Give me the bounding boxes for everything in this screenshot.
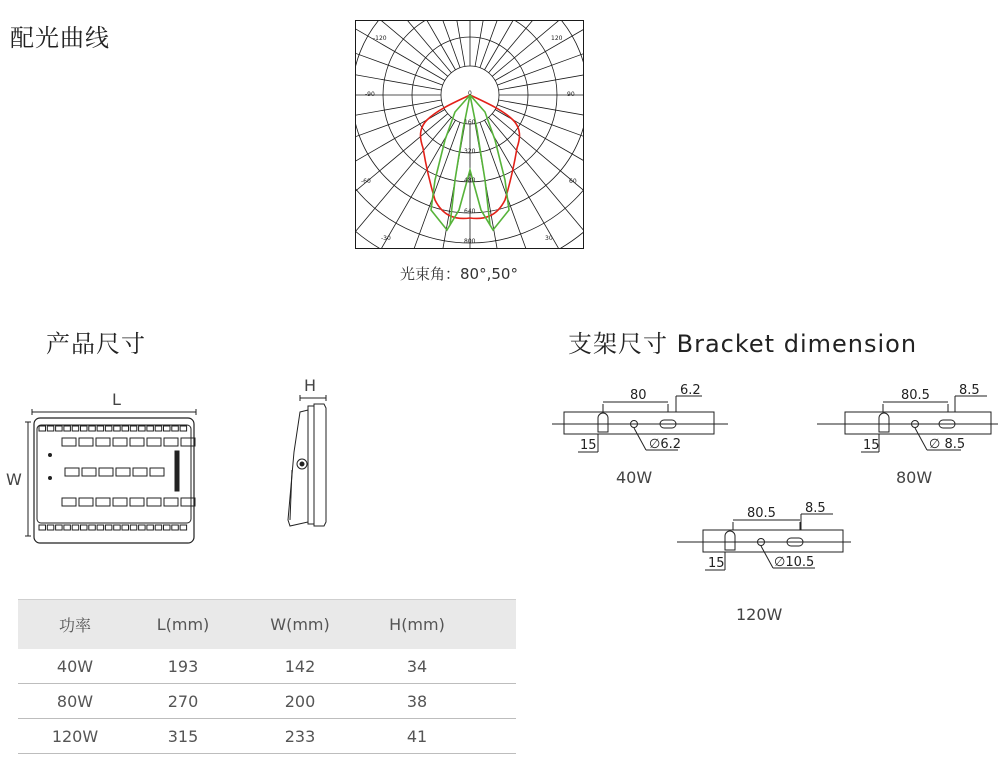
spec-header-row	[18, 600, 516, 650]
cell-height: 38	[366, 684, 468, 719]
led-module	[62, 438, 76, 446]
cell-length: 270	[132, 684, 234, 719]
led-module	[97, 525, 104, 530]
led-module	[155, 525, 162, 530]
led-module	[172, 525, 179, 530]
bracket-hole-80w: ∅ 8.5	[929, 437, 966, 452]
led-module	[64, 426, 71, 431]
intensity-label: 480	[464, 177, 476, 184]
led-module	[81, 525, 88, 530]
led-module	[139, 426, 146, 431]
table-row	[18, 649, 516, 684]
polar-chart	[355, 20, 585, 250]
led-module	[99, 468, 113, 476]
led-module	[147, 426, 154, 431]
led-module	[164, 525, 171, 530]
led-module	[39, 525, 46, 530]
bracket-watt-120w: 120W	[736, 605, 783, 624]
bracket-slot-120w: 8.5	[805, 501, 826, 516]
led-module	[122, 525, 129, 530]
bracket-slot-80w: 8.5	[959, 383, 980, 398]
led-module	[81, 426, 88, 431]
led-module	[62, 498, 76, 506]
led-module	[172, 426, 179, 431]
angle-label: 90	[567, 91, 575, 98]
led-module	[105, 426, 112, 431]
led-module	[164, 438, 178, 446]
header-power: 功率	[18, 600, 132, 650]
beam-angle-caption: 光束角：80°,50°	[400, 265, 518, 283]
header-length: L(mm)	[132, 600, 234, 650]
led-module	[64, 525, 71, 530]
cell-power: 40W	[18, 649, 132, 684]
bracket-drawing-80w	[815, 382, 1000, 462]
table-row	[18, 719, 516, 754]
led-module	[180, 525, 187, 530]
led-module	[147, 498, 161, 506]
header-height: H(mm)	[366, 600, 468, 650]
bracket-offset-120w: 15	[708, 556, 725, 571]
header-width: W(mm)	[234, 600, 366, 650]
led-module	[147, 438, 161, 446]
led-module	[47, 525, 54, 530]
led-module	[181, 498, 195, 506]
angle-label: -30	[381, 235, 391, 242]
intensity-label: 320	[464, 148, 476, 155]
angle-label: 120	[551, 35, 563, 42]
led-module	[130, 525, 137, 530]
cell-spacer	[468, 684, 516, 719]
led-module	[97, 426, 104, 431]
led-module	[89, 426, 96, 431]
led-module	[122, 426, 129, 431]
led-module	[89, 525, 96, 530]
cell-width: 200	[234, 684, 366, 719]
led-module	[39, 426, 46, 431]
led-module	[113, 498, 127, 506]
cell-power: 80W	[18, 684, 132, 719]
intensity-label: 640	[464, 208, 476, 215]
dim-label-W: W	[6, 470, 22, 489]
header-spacer	[468, 600, 516, 650]
led-module	[164, 498, 178, 506]
led-module	[56, 426, 63, 431]
bracket-spacing-80w: 80.5	[901, 388, 930, 403]
light-curve-title: 配光曲线	[10, 24, 110, 52]
led-module	[82, 468, 96, 476]
led-module	[150, 468, 164, 476]
intensity-label: 160	[464, 119, 476, 126]
led-module	[180, 426, 187, 431]
bracket-drawing-120w	[675, 500, 855, 580]
led-module	[116, 468, 130, 476]
led-module	[96, 498, 110, 506]
intensity-label: 800	[464, 238, 476, 245]
cell-width: 233	[234, 719, 366, 754]
spec-table	[18, 599, 516, 754]
led-module	[47, 426, 54, 431]
led-module	[72, 525, 79, 530]
bracket-hole-120w: ∅10.5	[774, 555, 815, 570]
led-module	[56, 525, 63, 530]
side-view-drawing	[276, 392, 336, 532]
led-module	[105, 525, 112, 530]
intensity-label: 0	[468, 90, 472, 97]
bracket-drawing-40w	[550, 382, 730, 462]
led-module	[113, 438, 127, 446]
cell-length: 315	[132, 719, 234, 754]
led-module	[96, 438, 110, 446]
led-module	[181, 438, 195, 446]
angle-label: 60	[569, 178, 577, 185]
led-module	[79, 438, 93, 446]
bracket-slot-40w: 6.2	[680, 383, 701, 398]
led-module	[130, 426, 137, 431]
bracket-offset-80w: 15	[863, 438, 880, 453]
led-module	[65, 468, 79, 476]
led-module	[139, 525, 146, 530]
cell-height: 34	[366, 649, 468, 684]
cell-spacer	[468, 719, 516, 754]
bracket-spacing-120w: 80.5	[747, 506, 776, 521]
led-module	[147, 525, 154, 530]
bracket-offset-40w: 15	[580, 438, 597, 453]
led-module	[114, 525, 121, 530]
bracket-watt-40w: 40W	[616, 468, 653, 487]
table-row	[18, 684, 516, 719]
product-dims-title: 产品尺寸	[46, 330, 146, 358]
angle-label: 30	[545, 235, 553, 242]
cell-width: 142	[234, 649, 366, 684]
cell-power: 120W	[18, 719, 132, 754]
led-module	[72, 426, 79, 431]
dim-label-H: H	[304, 376, 317, 395]
led-module	[155, 426, 162, 431]
led-module	[79, 498, 93, 506]
led-module	[133, 468, 147, 476]
dim-label-L: L	[112, 390, 121, 409]
angle-label: -120	[373, 35, 387, 42]
cell-spacer	[468, 649, 516, 684]
angle-label: -90	[365, 91, 375, 98]
led-module	[114, 426, 121, 431]
bracket-title: 支架尺寸 Bracket dimension	[568, 330, 918, 358]
bracket-watt-80w: 80W	[896, 468, 933, 487]
led-module	[130, 498, 144, 506]
bracket-spacing-40w: 80	[630, 388, 647, 403]
led-module	[130, 438, 144, 446]
front-view-drawing	[20, 408, 205, 548]
angle-label: -60	[361, 178, 371, 185]
led-module	[164, 426, 171, 431]
cell-length: 193	[132, 649, 234, 684]
bracket-hole-40w: ∅6.2	[649, 437, 681, 452]
cell-height: 41	[366, 719, 468, 754]
